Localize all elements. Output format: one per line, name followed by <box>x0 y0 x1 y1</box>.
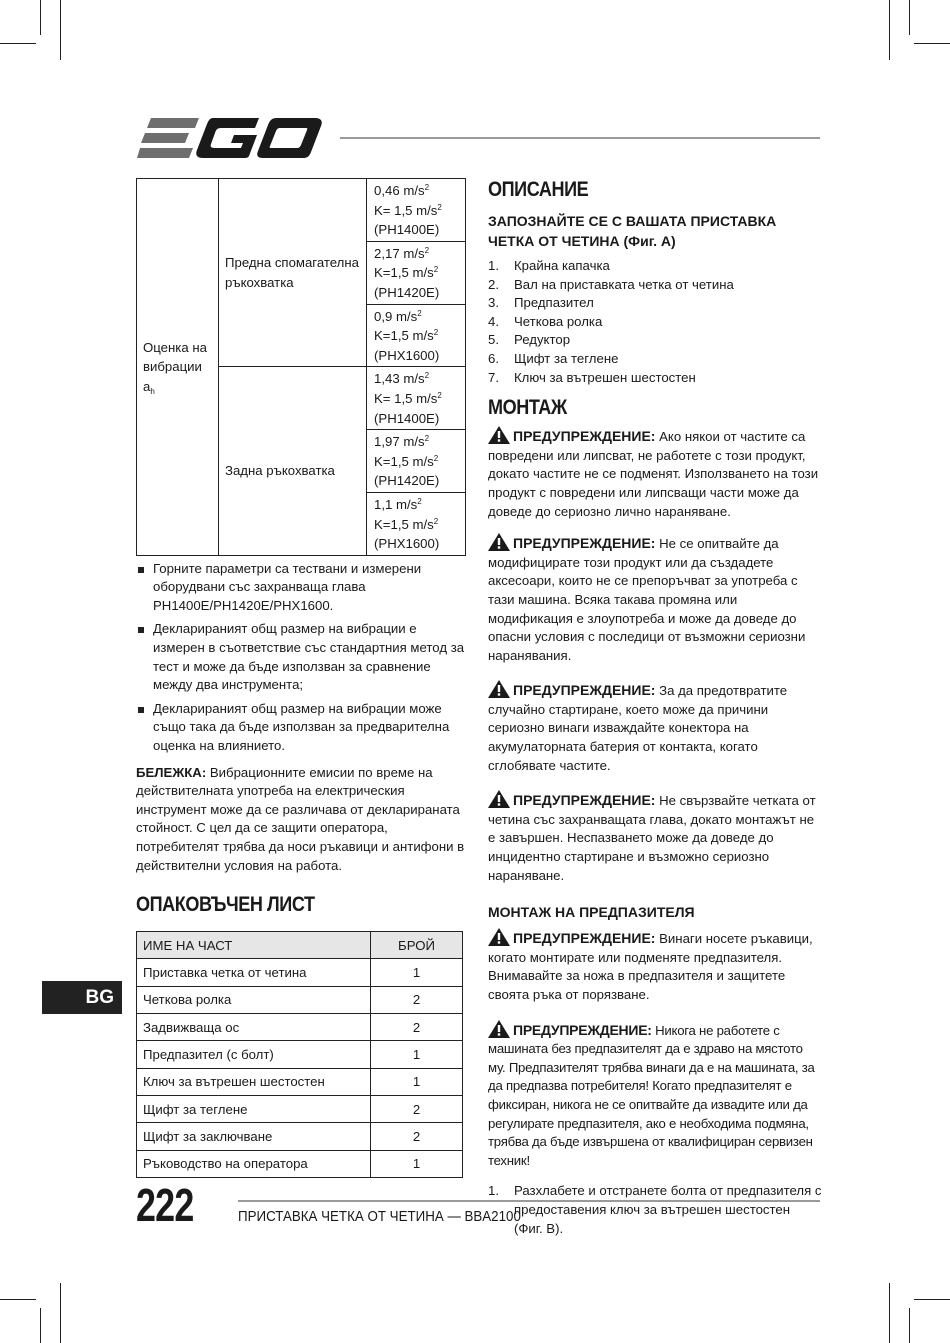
warning-icon <box>488 790 510 808</box>
list-item: Декларираният общ размер на вибрации е измерен в съответствие със стандартния метод за тест и може да бъде използван за сравнение между два инструмента; <box>136 620 466 694</box>
table-row <box>137 1068 463 1095</box>
list-item: 5. Редуктор <box>488 332 571 348</box>
part-name: Задвижваща ос <box>137 1014 371 1041</box>
crop-mark <box>914 43 950 44</box>
part-name: Предпазител (с болт) <box>137 1041 371 1068</box>
right-column <box>488 178 822 1238</box>
table-row <box>137 1123 463 1150</box>
list-item: 6. Щифт за теглене <box>488 350 619 366</box>
vibration-value: 2,17 $m/s^2$ K=1,5 $m/s^2$ (PH1420E) <box>367 241 466 304</box>
steps-list <box>488 1182 822 1238</box>
vibration-value: 0,46 $m/s^2$ K= 1,5 $m/s^2$ (PH1400E) <box>367 179 466 242</box>
part-qty: 2 <box>371 1123 463 1150</box>
warning-paragraph: ПРЕДУПРЕЖДЕНИЕ: Не се опитвайте да модифицирате този продукт или да създадете аксесоари, които не се препоръчват за употреба с тази машина. Всяка такава промяна или модификация е злоупотреба и може да доведе до опасни условия с последици от възможни сериозни наранявания. <box>488 535 806 663</box>
crop-mark <box>0 43 36 44</box>
part-name: Четкова ролка <box>137 986 371 1013</box>
table-header-row <box>137 932 463 959</box>
table-row <box>137 959 463 986</box>
part-qty: 1 <box>371 1068 463 1095</box>
note-paragraph: БЕЛЕЖКА: Вибрационните емисии по време на действителната употреба на електрическия инструмент може да се различава от декларираната стойност. С цел да се защити оператора, потребителят трябва да носи ръкавици и антифони в действителни условия на работа. <box>136 764 465 873</box>
part-qty: 1 <box>371 1150 463 1177</box>
vibration-label: Оценка на вибрации $a_h$ <box>137 179 219 556</box>
group-name: Задна ръкохватка <box>219 367 367 555</box>
list-item: 1. Разхлабете и отстранете болта от предпазителя с предоставения ключ за вътрешен шестостен (Фиг. B). <box>488 1183 822 1236</box>
crop-mark <box>40 1308 41 1343</box>
warning-icon <box>488 680 510 698</box>
bullet-list <box>136 560 466 756</box>
guard-title: МОНТАЖ НА ПРЕДПАЗИТЕЛЯ <box>488 904 695 921</box>
page-number: 222 <box>136 1179 194 1231</box>
footer-text: ПРИСТАВКА ЧЕТКА ОТ ЧЕТИНА — BBA2100 <box>238 1209 521 1225</box>
list-item: Декларираният общ размер на вибрации може също така да бъде използван за предварителна оценка на влиянието. <box>136 700 466 756</box>
part-qty: 2 <box>371 1095 463 1122</box>
crop-mark <box>914 1299 950 1300</box>
warning-icon <box>488 533 510 551</box>
assembly-title: МОНТАЖ <box>488 396 567 420</box>
crop-mark <box>60 1283 61 1343</box>
crop-mark <box>0 1299 36 1300</box>
vibration-value: 1,1 $m/s^2$ K=1,5 $m/s^2$ (PHX1600) <box>367 492 466 555</box>
header-rule <box>340 137 820 139</box>
warning-icon <box>488 426 510 444</box>
crop-mark <box>889 0 890 60</box>
description-title: ОПИСАНИЕ <box>488 178 589 201</box>
description-list <box>488 257 822 387</box>
warning-paragraph: ПРЕДУПРЕЖДЕНИЕ: Никога не работете с машината без предпазителят да е здраво на мястото му. Предпазителят трябва винаги да е на машината, за да предпазва потребителя! Когато предпазителят е фиксиран, никога не се опитвайте да извадите или да регулирате предпазителя, ако е необходима подмяна, трябва да бъде извършена от квалифициран сервизен техник! <box>488 1021 815 1168</box>
part-qty: 1 <box>371 959 463 986</box>
part-qty: 2 <box>371 986 463 1013</box>
crop-mark <box>909 0 910 35</box>
group-name: Предна спомагателна ръкохватка <box>219 179 367 367</box>
list-item: 2. Вал на приставката четка от четина <box>488 276 734 292</box>
table-row <box>137 986 463 1013</box>
warning-paragraph: ПРЕДУПРЕЖДЕНИЕ: Ако някои от частите са повредени или липсват, не работете с този продукт, докато частите не се подменят. Използването на този продукт с повредени или липсващи части може да доведе до сериозно лично нараняване. <box>488 428 819 519</box>
table-row <box>137 1014 463 1041</box>
list-item: 4. Четкова ролка <box>488 313 603 329</box>
table-row <box>137 1095 463 1122</box>
part-name: Щифт за теглене <box>137 1095 371 1122</box>
part-name: Щифт за заключване <box>137 1123 371 1150</box>
table-row <box>137 1150 463 1177</box>
bullet-icon <box>138 627 144 633</box>
warning-paragraph: ПРЕДУПРЕЖДЕНИЕ: Винаги носете ръкавици, когато монтирате или подменяте предпазителя. Внимавайте за ножа в предпазителя и защитете своята ръка от порязване. <box>488 930 813 1002</box>
list-item: 7. Ключ за вътрешен шестостен <box>488 369 696 385</box>
list-item: Горните параметри са тествани и измерени оборудвани със захранваща глава PH1400E/PH1420E/PHX1600. <box>136 560 466 616</box>
part-name: Ръководство на оператора <box>137 1150 371 1177</box>
footer-rule <box>238 1200 820 1202</box>
vibration-table <box>136 178 466 556</box>
crop-mark <box>909 1308 910 1343</box>
part-name: Ключ за вътрешен шестостен <box>137 1068 371 1095</box>
crop-mark <box>889 1283 890 1343</box>
ego-logo <box>137 116 322 160</box>
left-column <box>136 178 466 1178</box>
vibration-value: 0,9 $m/s^2$ K=1,5 $m/s^2$ (PHX1600) <box>367 304 466 367</box>
list-item: 3. Предпазител <box>488 295 594 311</box>
crop-mark <box>60 0 61 60</box>
bullet-icon <box>138 567 144 573</box>
packing-table <box>136 931 463 1178</box>
packing-title: ОПАКОВЪЧЕН ЛИСТ <box>136 893 315 917</box>
part-qty: 1 <box>371 1041 463 1068</box>
language-tab: BG <box>42 981 122 1014</box>
column-header: ИМЕ НА ЧАСТ <box>137 932 371 959</box>
bullet-icon <box>138 707 144 713</box>
vibration-value: 1,43 $m/s^2$ K= 1,5 $m/s^2$ (PH1400E) <box>367 367 466 430</box>
table-row <box>137 1041 463 1068</box>
warning-icon <box>488 928 510 946</box>
column-header: БРОЙ <box>371 932 463 959</box>
warning-paragraph: ПРЕДУПРЕЖДЕНИЕ: Не свързвайте четката от четина със захранващата глава, докато монтажът не е завършен. Неспазването може да доведе до инцидентно стартиране и възможно сериозно нараняване. <box>488 792 816 883</box>
description-subtitle: ЗАПОЗНАЙТЕ СЕ С ВАШАТА ПРИСТАВКА ЧЕТКА ОТ ЧЕТИНА (Фиг. A) <box>488 213 777 249</box>
warning-icon <box>488 1020 510 1038</box>
part-qty: 2 <box>371 1014 463 1041</box>
vibration-value: 1,97 $m/s^2$ K=1,5 $m/s^2$ (PH1420E) <box>367 430 466 493</box>
crop-mark <box>40 0 41 35</box>
part-name: Приставка четка от четина <box>137 959 371 986</box>
warning-paragraph: ПРЕДУПРЕЖДЕНИЕ: За да предотвратите случайно стартиране, което може да причини сериозно винаги изваждайте конектора на акумулаторната батерия от контакта, когато сглобявате частите. <box>488 682 788 773</box>
list-item: 1. Крайна капачка <box>488 258 610 273</box>
